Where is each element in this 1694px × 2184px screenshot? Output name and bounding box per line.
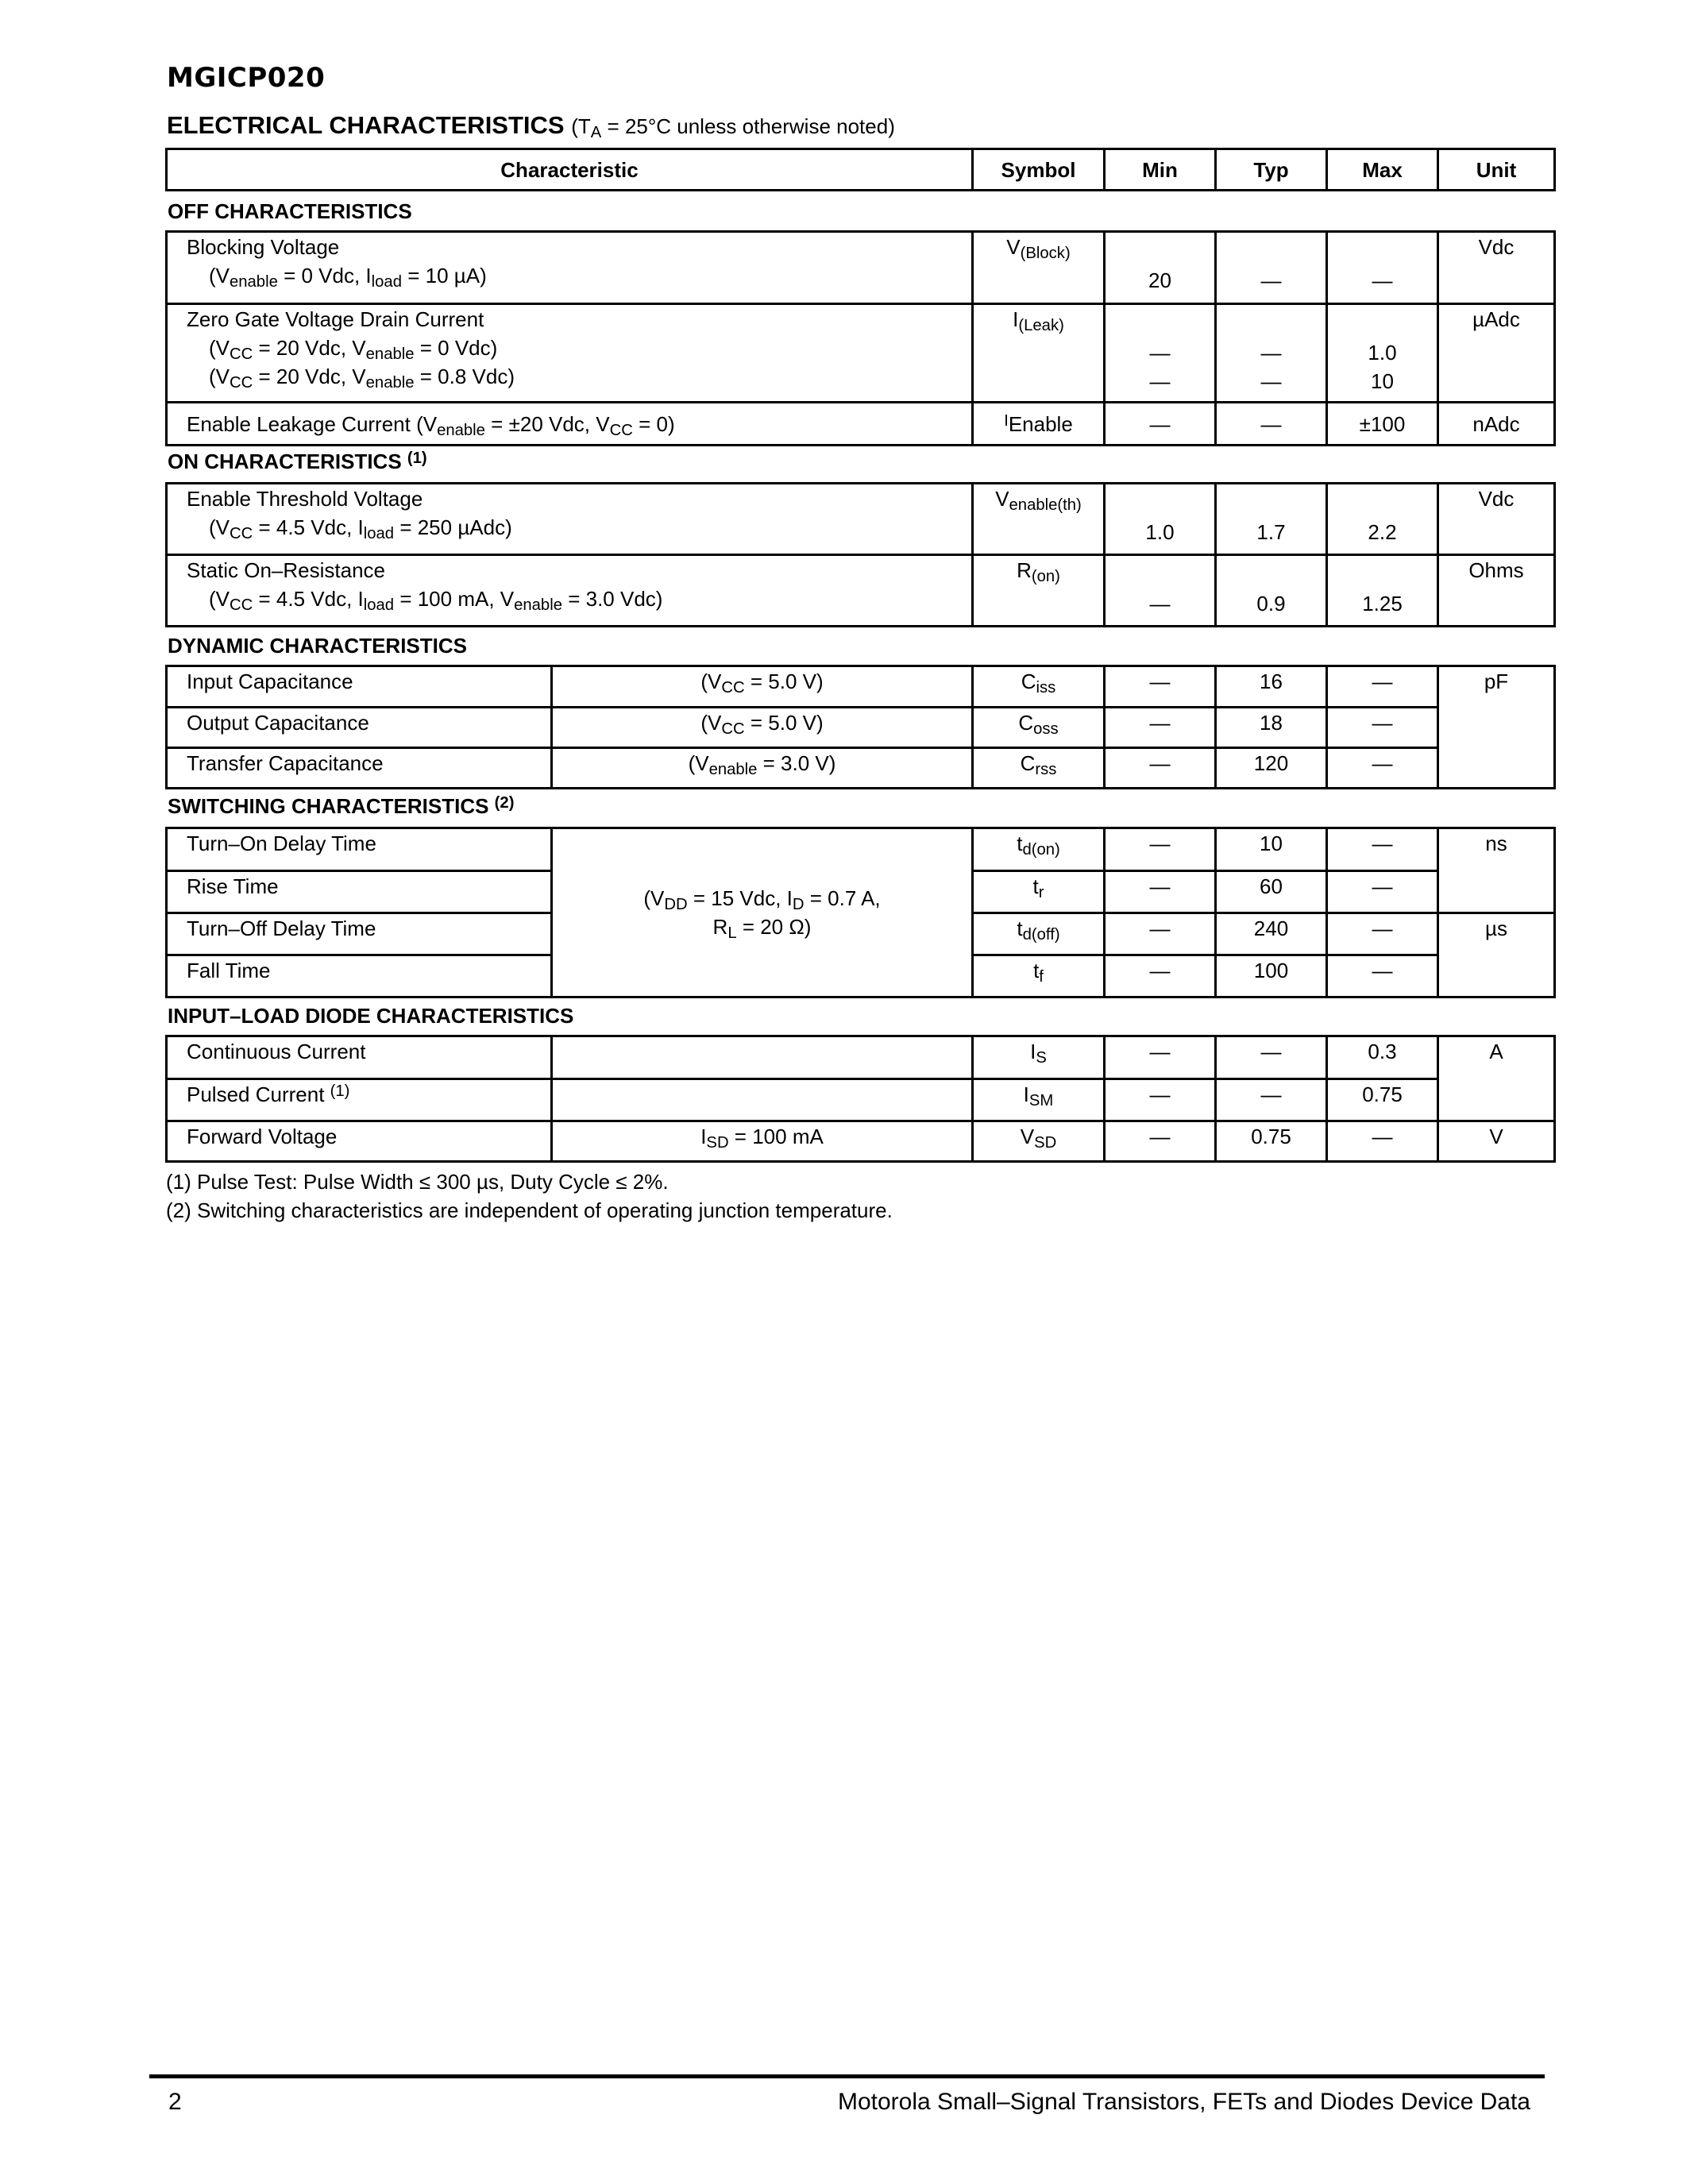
min-cell: — [1105,555,1216,627]
column-header-table [165,148,1556,191]
symbol-cell: $V_{enable(th)}$ [973,484,1105,555]
symbol-cell: $I_S$ [973,1036,1105,1079]
diode-characteristics-header: INPUT–LOAD DIODE CHARACTERISTICS [168,1004,574,1028]
condition-cell: ($V_{CC} = 5.0$ V) [552,708,973,748]
max-cell: ±100 [1327,403,1438,446]
switching-characteristics-table [165,827,1556,998]
symbol-cell: $t_f$ [973,955,1105,997]
table-row [167,232,1555,304]
unit-cell: nAdc [1438,403,1555,446]
max-cell: — [1327,871,1438,913]
max-cell: — [1327,955,1438,997]
symbol-cell: $^I$Enable [973,403,1105,446]
typ-cell: — [1216,232,1327,304]
col-unit: Unit [1438,149,1555,191]
table-row [167,1079,1555,1121]
typ-cell: — [1216,403,1327,446]
footnotes [166,1167,893,1225]
typ-cell: — [1216,1079,1327,1121]
max-cell: — [1327,748,1438,789]
characteristic-cell: Transfer Capacitance [167,748,552,789]
characteristic-cell: Forward Voltage [167,1121,552,1162]
symbol-cell: $t_r$ [973,871,1105,913]
max-cell: — [1327,666,1438,708]
symbol-cell: $I_{SM}$ [973,1079,1105,1121]
table-row [167,1036,1555,1079]
typ-cell: 60 [1216,871,1327,913]
characteristic-cell: Fall Time [167,955,552,997]
typ-cell: 240 [1216,913,1327,955]
max-cell: 1.25 [1327,555,1438,627]
symbol-cell: $R_{(on)}$ [973,555,1105,627]
max-cell: — [1327,1121,1438,1162]
col-min: Min [1105,149,1216,191]
min-cell: 20 [1105,232,1216,304]
typ-cell: 10 [1216,828,1327,871]
col-max: Max [1327,149,1438,191]
typ-cell: — [1216,1036,1327,1079]
unit-cell: ns [1438,828,1555,913]
table-row [167,403,1555,446]
characteristic-cell: Enable Threshold Voltage ($V_{CC} = 4.5$ Vdc, $I_{load} = 250$ µAdc) [167,484,973,555]
table-row [167,828,1555,871]
symbol-cell: $t_{d(on)}$ [973,828,1105,871]
unit-cell: pF [1438,666,1555,789]
table-row [167,555,1555,627]
table-row [167,1121,1555,1162]
min-cell: — [1105,403,1216,446]
table-row [167,484,1555,555]
typ-cell: — — [1216,304,1327,403]
characteristic-cell: Static On–Resistance ($V_{CC} = 4.5$ Vdc, $I_{load} = 100$ mA, $V_{enable} = 3.0$ Vdc) [167,555,973,627]
min-cell: — [1105,1036,1216,1079]
symbol-cell: $I_{(Leak)}$ [973,304,1105,403]
off-characteristics-header: OFF CHARACTERISTICS [168,199,412,223]
min-cell: — [1105,666,1216,708]
on-characteristics-table [165,482,1556,627]
characteristic-cell: Pulsed Current $^{(1)}$ [167,1079,552,1121]
characteristic-cell: Enable Leakage Current ($V_{enable} = \pm 20$ Vdc, $V_{CC} = 0$) [167,403,973,446]
min-cell: — [1105,913,1216,955]
max-cell: — [1327,913,1438,955]
condition-cell: ($V_{DD} = 15$ Vdc, $I_D = 0.7$ A, $R_L = 20$ Ω) [552,828,973,997]
typ-cell: 18 [1216,708,1327,748]
min-cell: — [1105,748,1216,789]
characteristic-cell: Continuous Current [167,1036,552,1079]
characteristic-cell: Rise Time [167,871,552,913]
title-condition: ($T_A = 25^\circ C$ unless otherwise noted) [571,114,895,142]
col-symbol: Symbol [973,149,1105,191]
typ-cell: 0.9 [1216,555,1327,627]
unit-cell: Ohms [1438,555,1555,627]
footnote: (1) Pulse Test: Pulse Width ≤ 300 µs, Duty Cycle ≤ 2%. [166,1170,669,1194]
table-row [167,666,1555,708]
typ-cell: 1.7 [1216,484,1327,555]
symbol-cell: $t_{d(off)}$ [973,913,1105,955]
part-number: MGICP020 [167,62,326,94]
unit-cell: V [1438,1121,1555,1162]
on-characteristics-header: ON CHARACTERISTICS $^{(1)}$ [168,449,427,473]
min-cell: — [1105,708,1216,748]
table-row [167,304,1555,403]
characteristic-cell: Zero Gate Voltage Drain Current ($V_{CC} = 20$ Vdc, $V_{enable} = 0$ Vdc) ($V_{CC} = 20$ Vdc, $V_{enable} = 0.8$ Vdc) [167,304,973,403]
dynamic-characteristics-table [165,665,1556,789]
footer-rule [149,2074,1545,2078]
switching-characteristics-header: SWITCHING CHARACTERISTICS $^{(2)}$ [168,793,515,818]
symbol-cell: $C_{oss}$ [973,708,1105,748]
title-main: ELECTRICAL CHARACTERISTICS [167,111,565,139]
condition-cell: ($V_{enable} = 3.0$ V) [552,748,973,789]
footnote: (2) Switching characteristics are independent of operating junction temperature. [166,1198,893,1222]
min-cell: — [1105,828,1216,871]
unit-cell: A [1438,1036,1555,1121]
min-cell: 1.0 [1105,484,1216,555]
max-cell: — [1327,232,1438,304]
col-typ: Typ [1216,149,1327,191]
characteristic-cell: Turn–On Delay Time [167,828,552,871]
max-cell: 0.3 [1327,1036,1438,1079]
min-cell: — [1105,955,1216,997]
section-title [167,111,895,140]
symbol-cell: $C_{rss}$ [973,748,1105,789]
characteristic-cell: Blocking Voltage ($V_{enable} = 0$ Vdc, $I_{load} = 10$ µA) [167,232,973,304]
characteristic-cell: Turn–Off Delay Time [167,913,552,955]
characteristic-cell: Input Capacitance [167,666,552,708]
min-cell: — [1105,1121,1216,1162]
unit-cell: µAdc [1438,304,1555,403]
condition-cell [552,1079,973,1121]
off-characteristics-table [165,230,1556,446]
condition-cell: $I_{SD} = 100$ mA [552,1121,973,1162]
characteristic-cell: Output Capacitance [167,708,552,748]
condition-cell [552,1036,973,1079]
condition-cell: ($V_{CC} = 5.0$ V) [552,666,973,708]
max-cell: — [1327,708,1438,748]
min-cell: — — [1105,304,1216,403]
max-cell: — [1327,828,1438,871]
diode-characteristics-table [165,1035,1556,1163]
table-row [167,708,1555,748]
symbol-cell: $V_{(Block)}$ [973,232,1105,304]
max-cell: 1.0 10 [1327,304,1438,403]
max-cell: 0.75 [1327,1079,1438,1121]
typ-cell: 120 [1216,748,1327,789]
min-cell: — [1105,871,1216,913]
unit-cell: Vdc [1438,232,1555,304]
unit-cell: Vdc [1438,484,1555,555]
dynamic-characteristics-header: DYNAMIC CHARACTERISTICS [168,634,467,658]
unit-cell: µs [1438,913,1555,997]
typ-cell: 16 [1216,666,1327,708]
table-row [167,748,1555,789]
col-characteristic: Characteristic [167,149,973,191]
min-cell: — [1105,1079,1216,1121]
typ-cell: 100 [1216,955,1327,997]
page-number: 2 [168,2089,182,2115]
footer-text: Motorola Small–Signal Transistors, FETs and Diodes Device Data [837,2089,1530,2115]
symbol-cell: $V_{SD}$ [973,1121,1105,1162]
symbol-cell: $C_{iss}$ [973,666,1105,708]
typ-cell: 0.75 [1216,1121,1327,1162]
max-cell: 2.2 [1327,484,1438,555]
